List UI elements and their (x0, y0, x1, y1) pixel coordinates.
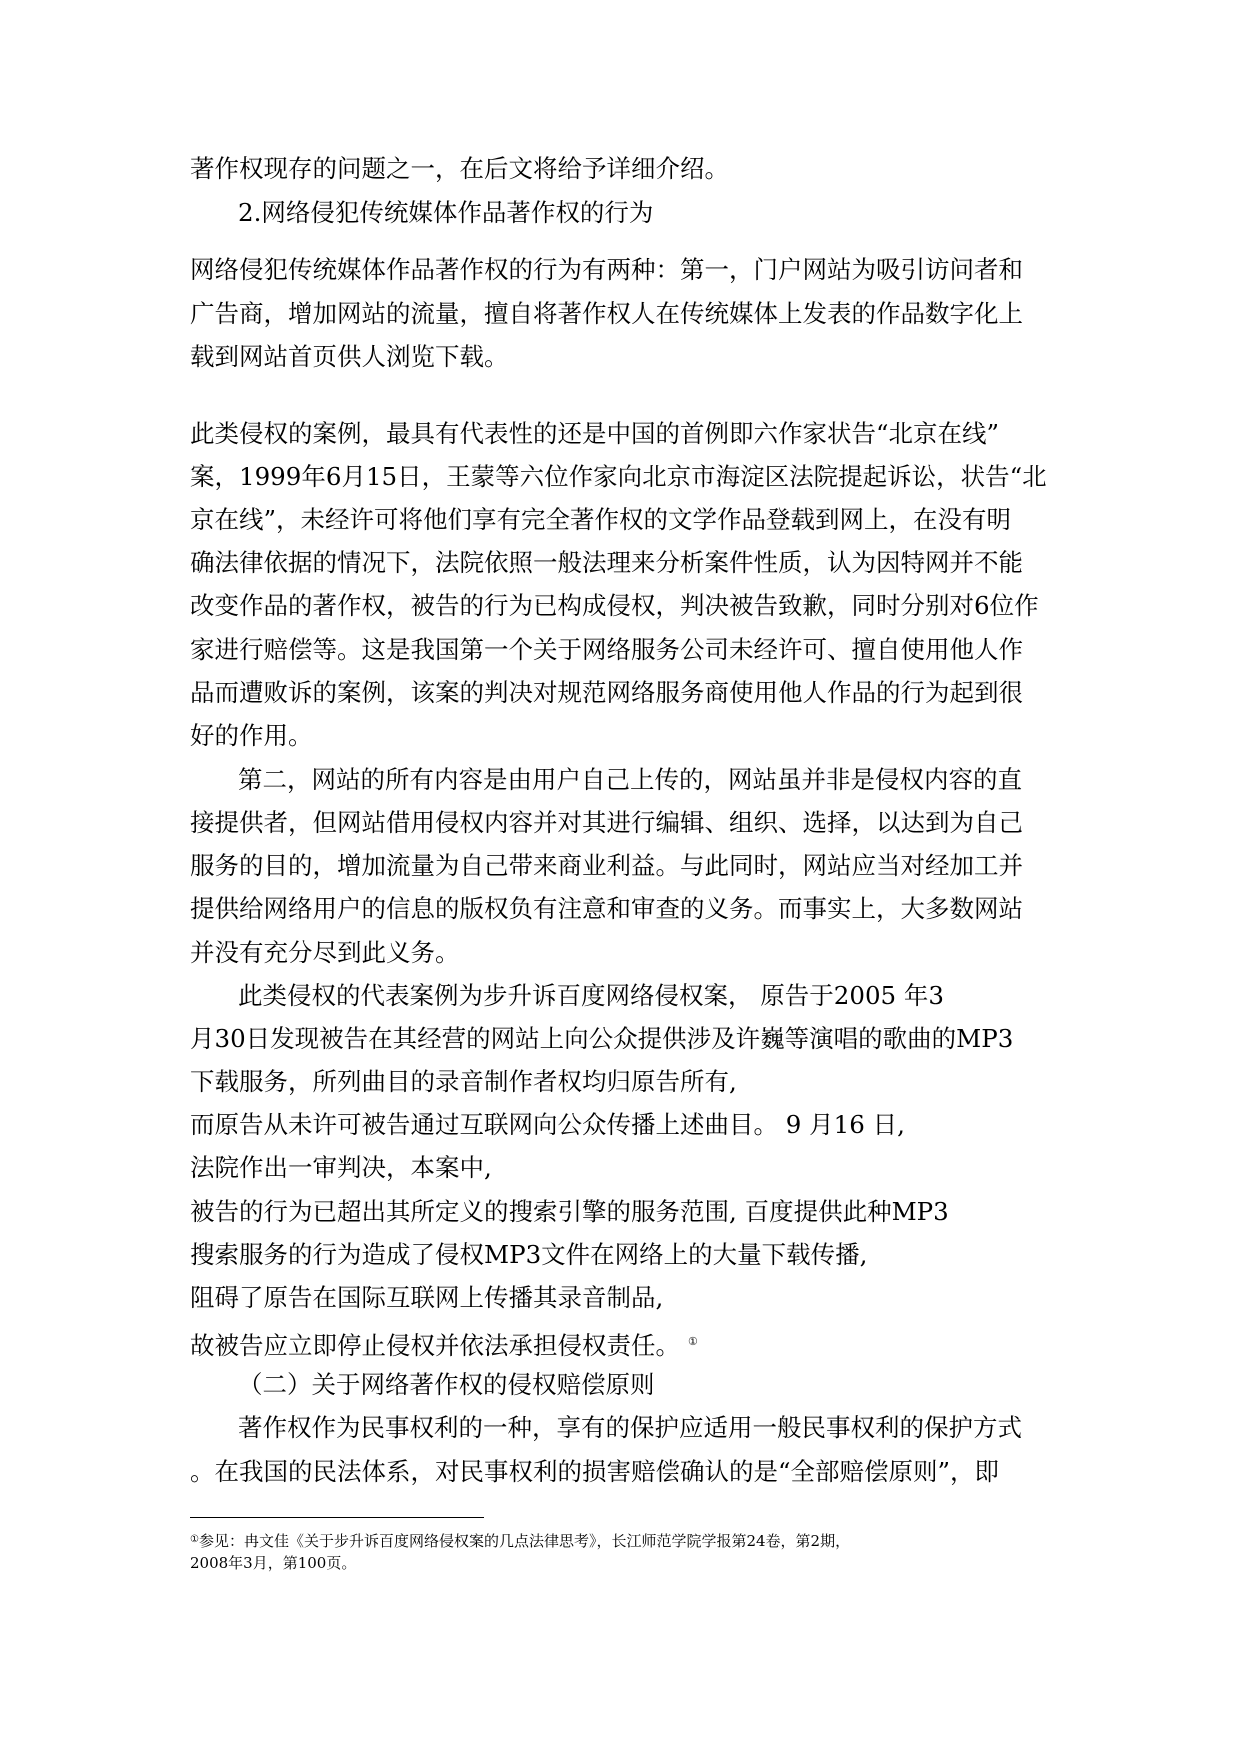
text-line: 此类侵权的代表案例为步升诉百度网络侵权案， 原告于2005 年3 (238, 981, 945, 1010)
text-line: 案，1999年6月15日，王蒙等六位作家向北京市海淀区法院提起诉讼，状告“北 (190, 462, 1047, 491)
text-line: 月30日发现被告在其经营的网站上向公众提供涉及许巍等演唱的歌曲的MP3 (190, 1024, 1014, 1053)
text-line: 广告商，增加网站的流量，擅自将著作权人在传统媒体上发表的作品数字化上 (190, 299, 1023, 328)
text-line: 第二，网站的所有内容是由用户自己上传的，网站虽并非是侵权内容的直 (238, 765, 1022, 794)
text-line: 品而遭败诉的案例，该案的判决对规范网络服务商使用他人作品的行为起到很 (190, 678, 1023, 707)
text-line: 搜索服务的行为造成了侵权MP3文件在网络上的大量下载传播, (190, 1240, 868, 1269)
section-heading: 2.网络侵犯传统媒体作品著作权的行为 (238, 198, 654, 227)
text-line: 载到网站首页供人浏览下载。 (190, 342, 509, 371)
text-line: 改变作品的著作权，被告的行为已构成侵权，判决被告致歉，同时分别对6位作 (190, 591, 1039, 620)
text-line: 确法律依据的情况下，法院依照一般法理来分析案件性质，认为因特网并不能 (190, 548, 1023, 577)
footnote-marker: ① (190, 1534, 199, 1545)
text-line: 被告的行为已超出其所定义的搜索引擎的服务范围, 百度提供此种MP3 (190, 1197, 949, 1226)
text-line: 服务的目的，增加流量为自己带来商业利益。与此同时，网站应当对经加工并 (190, 851, 1023, 880)
text-line-with-footnote (190, 1326, 698, 1362)
text-line: 阻碍了原告在国际互联网上传播其录音制品, (190, 1283, 664, 1312)
footnote-separator (190, 1517, 484, 1518)
footnote-line (190, 1530, 850, 1551)
text-line: 故被告应立即停止侵权并依法承担侵权责任。 (190, 1331, 680, 1360)
text-line: 并没有充分尽到此义务。 (190, 938, 460, 967)
footnote-line: 2008年3月，第100页。 (190, 1554, 357, 1572)
text-line: 而原告从未许可被告通过互联网向公众传播上述曲目。 9 月16 日, (190, 1110, 905, 1139)
text-line: 京在线”，未经许可将他们享有完全著作权的文学作品登载到网上，在没有明 (190, 505, 1012, 534)
text-line: 接提供者，但网站借用侵权内容并对其进行编辑、组织、选择，以达到为自己 (190, 808, 1023, 837)
text-line: 此类侵权的案例，最具有代表性的还是中国的首例即六作家状告“北京在线” (190, 419, 1000, 448)
text-line: 著作权作为民事权利的一种，享有的保护应适用一般民事权利的保护方式 (238, 1413, 1022, 1442)
footnote-reference: ① (688, 1335, 698, 1348)
footnote-text: 参见：冉文佳《关于步升诉百度网络侵权案的几点法律思考》，长江师范学院学报第24卷，第2期， (198, 1532, 851, 1550)
text-line: 好的作用。 (190, 721, 313, 750)
text-line: 。在我国的民法体系，对民事权利的损害赔偿确认的是“全部赔偿原则”，即 (190, 1457, 1000, 1486)
text-line: 家进行赔偿等。这是我国第一个关于网络服务公司未经许可、擅自使用他人作 (190, 635, 1023, 664)
text-line: 法院作出一审判决，本案中, (190, 1153, 492, 1182)
text-line: 著作权现存的问题之一，在后文将给予详细介绍。 (190, 154, 729, 183)
text-line: 下载服务，所列曲目的录音制作者权均归原告所有, (190, 1067, 737, 1096)
text-line: 提供给网络用户的信息的版权负有注意和审查的义务。而事实上，大多数网站 (190, 894, 1023, 923)
section-heading: （二）关于网络著作权的侵权赔偿原则 (238, 1370, 655, 1399)
text-line: 网络侵犯传统媒体作品著作权的行为有两种：第一，门户网站为吸引访问者和 (190, 255, 1023, 284)
